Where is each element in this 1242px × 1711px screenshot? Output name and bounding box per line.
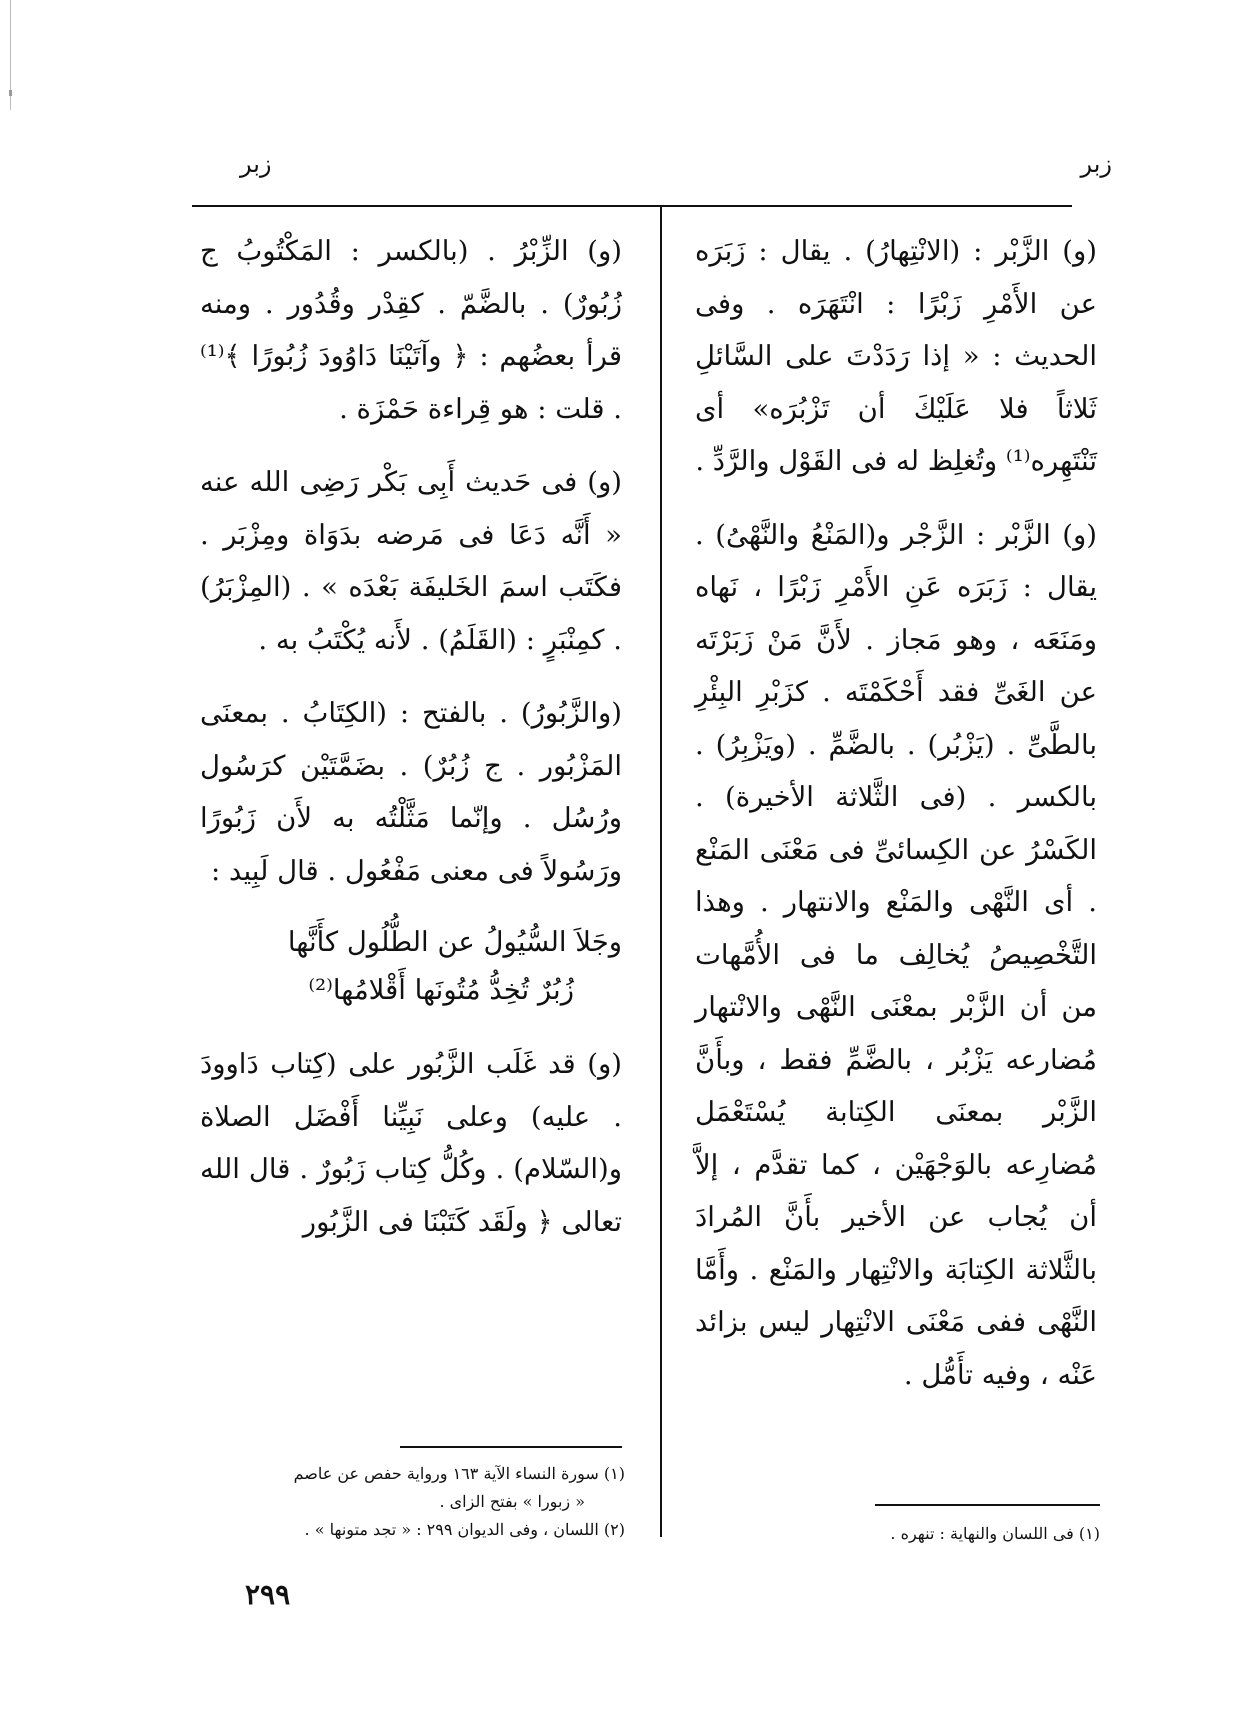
header-rule [192,205,1072,207]
paragraph: (و) الزِّبْرُ . (بالكسر : المَكْتُوبُ ج زُبُورٌ) . بالضَّمّ . كقِدْر وقُدُور . ومنه قرأ بعضُهم : ﴿ وآتَيْنَا دَاوُودَ زُبُورًا ﴾⁽¹⁾ . قلت : هو قِراءة حَمْزَة . [200,235,622,425]
footnote: (١) فى اللسان والنهاية : تنهره . [890,1524,1100,1543]
verse-line: زُبُرٌ تُخِدُّ مُتُونَها أَقْلامُها⁽²⁾ [308,974,574,1006]
footnote: (٢) اللسان ، وفى الديوان ٢٩٩ : « تجد متونها » . [304,1520,625,1539]
footnote-continuation: « زبورا » بفتح الزاى . [439,1492,585,1511]
footnotes-right [680,1520,1100,1548]
paragraph: (و) الزَّبْر : (الانْتِهارُ) . يقال : زَبَرَه عن الأَمْرِ زَبْرًا : انْتَهَرَه . وفى الحديث : « إذا رَدَدْتَ على السَّائلِ ثَلاثاً فلا عَلَيْكَ أن تَزْبُرَه» أى تَنْتَهِره⁽¹⁾ وتُغلِظ له فى القَوْل والرَّدِّ . [695,235,1097,477]
poetry-verse [200,918,622,1014]
paragraph: (و) فى حَديث أَبِى بَكْر رَضِى الله عنه « أَنَّه دَعَا فى مَرضه بدَوَاة ومِزْبَر . فكَتَب اسمَ الخَليفَة بَعْدَه » . (المِزْبَرُ) . كمِنْبَرٍ : (القَلَمُ) . لأَنه يُكْتَبُ به . [200,466,622,656]
footnotes-left [200,1460,625,1544]
footnote-rule [875,1504,1100,1506]
footnote-rule [400,1446,622,1448]
page-edge-mark [9,90,12,96]
right-column [695,225,1097,1422]
running-head-right: زبر [1080,150,1112,178]
paragraph: (و) الزَّبْر : الزَّجْر و(المَنْعُ والنَّهْىُ) . يقال : زَبَرَه عَنِ الأَمْرِ زَبْرًا ، نَهاه ومَنَعَه ، وهو مَجاز . لأَنَّ مَنْ زَبَرْتَه عن الغَىِّ فقد أَحْكَمْتَه . كزَبْرِ البِئْرِ بالطَّىِّ . (يَزْبُر) . بالضَّمِّ . (ويَزْبِرُ) . بالكسر . (فى الثَّلاثة الأخيرة) . الكَسْرُ عن الكِسائىِّ فى مَعْنَى المَنْع . أى النَّهْى والمَنْع والانتهار . وهذا التَّخْصِيصُ يُخالِف ما فى الأُمَّهات من أن الزَّبْر بمعْنَى النَّهْى والانْتهار مُضارعه يَزْبُر ، بالضَّمِّ فقط ، وبأَنَّ الزَّبْر بمعنَى الكِتابة يُسْتَعْمَل مُضارِعه بالوَجْهَيْن ، كما تقدَّم ، إلاَّ أن يُجاب عن الأخير بأَنَّ المُرادَ بالثَّلاثة الكِتابَة والانْتِهار والمَنْع . وأَمَّا النَّهْى ففى مَعْنَى الانْتِهار ليس بزائد عَنْه ، وفيه تأَمُّل . [695,518,1097,1391]
left-column [200,225,622,1269]
verse-line: وجَلاَ السُّيُولُ عن الطُّلُول كأَنَّها [287,926,622,958]
paragraph: (و) قد غَلَب الزَّبُور على (كِتاب دَاوودَ . عليه) وعلى نَبِيِّنا أَفْضَل الصلاة و(السّلام) . وكُلُّ كِتاب زَبُورٌ . قال الله تعالى ﴿ ولَقَد كَتَبْنَا فى الزَّبُور [200,1048,622,1238]
running-head-left: زبر [240,150,272,178]
column-divider [660,205,662,1537]
paragraph: (والزَّبُورُ) . بالفتح : (الكِتَابُ . بمعنَى المَزْبُور . ج زُبُرٌ) . بضَمَّتَيْن كرَسُول ورُسُل . وإنّما مَثَّلْتُه به لأَن زَبُورًا ورَسُولاً فى معنى مَفْعُول . قال لَبِيد : [200,697,622,887]
footnote: (١) سورة النساء الآية ١٦٣ ورواية حفص عن عاصم [293,1464,625,1483]
page-number: ٢٩٩ [245,1578,291,1611]
